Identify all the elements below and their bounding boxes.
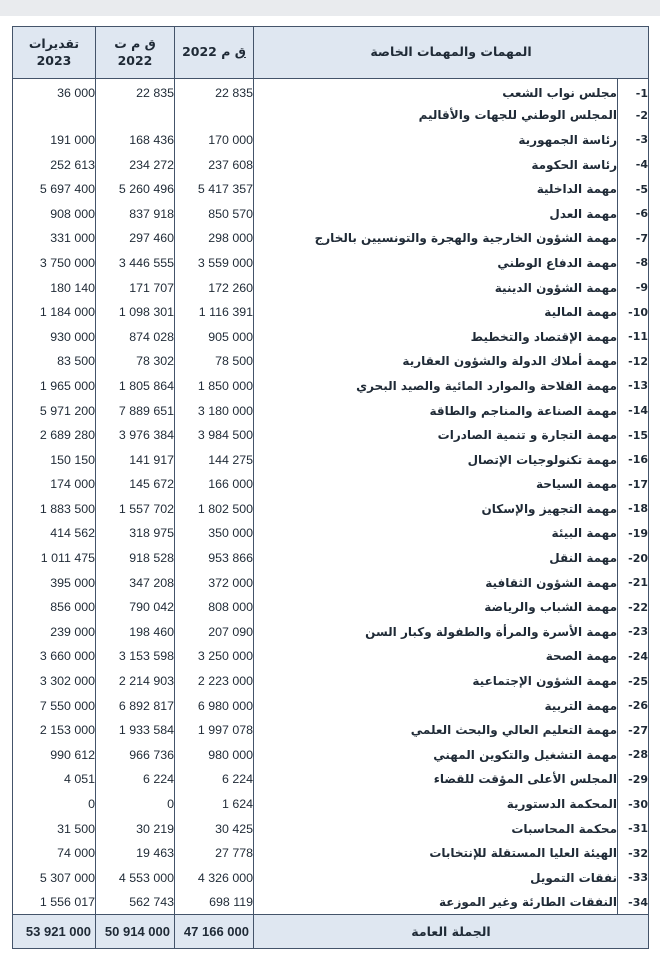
- cell-lfq-2022: 237 608: [175, 152, 254, 177]
- cell-estimates-2023: 395 000: [13, 570, 96, 595]
- table-body: [13, 79, 649, 915]
- cell-row-number: -3: [618, 128, 649, 153]
- cell-mission-name: مهمة الشؤون الثقافية: [254, 570, 618, 595]
- table-row: [13, 251, 649, 276]
- cell-mission-name: مهمة التجارة و تنمية الصادرات: [254, 423, 618, 448]
- cell-lfq-revised-2022: 171 707: [96, 275, 175, 300]
- table-row: [13, 669, 649, 694]
- table-row: [13, 447, 649, 472]
- cell-lfq-2022: 30 425: [175, 816, 254, 841]
- cell-row-number: -11: [618, 324, 649, 349]
- cell-lfq-revised-2022: 6 892 817: [96, 693, 175, 718]
- cell-lfq-revised-2022: 1 805 864: [96, 374, 175, 399]
- cell-mission-name: مهمة العدل: [254, 201, 618, 226]
- table-row: [13, 841, 649, 866]
- cell-estimates-2023: 83 500: [13, 349, 96, 374]
- cell-row-number: -27: [618, 718, 649, 743]
- cell-row-number: -21: [618, 570, 649, 595]
- cell-lfq-revised-2022: 0: [96, 792, 175, 817]
- cell-row-number: -25: [618, 669, 649, 694]
- cell-row-number: -8: [618, 251, 649, 276]
- cell-mission-name: رئاسة الحكومة: [254, 152, 618, 177]
- cell-lfq-revised-2022: 318 975: [96, 521, 175, 546]
- table-row: [13, 792, 649, 817]
- table-row: [13, 103, 649, 128]
- cell-row-number: -28: [618, 743, 649, 768]
- cell-estimates-2023: 239 000: [13, 620, 96, 645]
- cell-lfq-2022: 166 000: [175, 472, 254, 497]
- header-estimates-year: 2023: [36, 52, 72, 68]
- total-lfq-2022: 47 166 000: [175, 915, 254, 949]
- table-row: [13, 79, 649, 104]
- cell-lfq-revised-2022: 6 224: [96, 767, 175, 792]
- cell-lfq-2022: 298 000: [175, 226, 254, 251]
- cell-lfq-2022: 3 180 000: [175, 398, 254, 423]
- cell-lfq-2022: 1 850 000: [175, 374, 254, 399]
- table-row: [13, 201, 649, 226]
- cell-row-number: -15: [618, 423, 649, 448]
- cell-mission-name: مهمة الإقتصاد والتخطيط: [254, 324, 618, 349]
- cell-row-number: -5: [618, 177, 649, 202]
- header-lfq-2022-rest: م 2022: [182, 44, 235, 60]
- cell-estimates-2023: 1 184 000: [13, 300, 96, 325]
- cell-lfq-2022: 3 984 500: [175, 423, 254, 448]
- table-row: [13, 349, 649, 374]
- cell-lfq-2022: 1 802 500: [175, 497, 254, 522]
- table-row: [13, 128, 649, 153]
- cell-estimates-2023: 191 000: [13, 128, 96, 153]
- cell-lfq-2022: 698 119: [175, 890, 254, 915]
- cell-estimates-2023: 331 000: [13, 226, 96, 251]
- cell-mission-name: مهمة الصحة: [254, 644, 618, 669]
- cell-row-number: -29: [618, 767, 649, 792]
- cell-estimates-2023: 990 612: [13, 743, 96, 768]
- cell-mission-name: مهمة البيئة: [254, 521, 618, 546]
- cell-estimates-2023: 3 660 000: [13, 644, 96, 669]
- cell-estimates-2023: 3 302 000: [13, 669, 96, 694]
- cell-lfq-revised-2022: 966 736: [96, 743, 175, 768]
- cell-mission-name: مهمة التربية: [254, 693, 618, 718]
- header-lfq-2022-prefix: ق: [234, 44, 246, 60]
- cell-lfq-2022: 5 417 357: [175, 177, 254, 202]
- cell-lfq-2022: 6 980 000: [175, 693, 254, 718]
- cell-lfq-revised-2022: 168 436: [96, 128, 175, 153]
- cell-lfq-2022: 207 090: [175, 620, 254, 645]
- cell-lfq-revised-2022: [96, 103, 175, 128]
- cell-row-number: -4: [618, 152, 649, 177]
- cell-lfq-2022: 1 997 078: [175, 718, 254, 743]
- cell-estimates-2023: 36 000: [13, 79, 96, 104]
- cell-row-number: -32: [618, 841, 649, 866]
- cell-estimates-2023: 3 750 000: [13, 251, 96, 276]
- cell-row-number: -24: [618, 644, 649, 669]
- cell-mission-name: مجلس نواب الشعب: [254, 79, 618, 104]
- table-row: [13, 374, 649, 399]
- cell-estimates-2023: 930 000: [13, 324, 96, 349]
- table-row: [13, 620, 649, 645]
- cell-lfq-2022: 953 866: [175, 546, 254, 571]
- table-row: [13, 866, 649, 891]
- cell-row-number: -2: [618, 103, 649, 128]
- table-row: [13, 275, 649, 300]
- cell-lfq-2022: 1 624: [175, 792, 254, 817]
- cell-estimates-2023: 252 613: [13, 152, 96, 177]
- cell-mission-name: مهمة السياحة: [254, 472, 618, 497]
- total-row: [13, 915, 649, 949]
- total-lfq-revised-2022: 50 914 000: [96, 915, 175, 949]
- table-row: [13, 152, 649, 177]
- cell-lfq-revised-2022: 3 976 384: [96, 423, 175, 448]
- cell-row-number: -9: [618, 275, 649, 300]
- table-row: [13, 324, 649, 349]
- cell-row-number: -19: [618, 521, 649, 546]
- cell-estimates-2023: 908 000: [13, 201, 96, 226]
- cell-estimates-2023: 2 153 000: [13, 718, 96, 743]
- cell-lfq-2022: 2 223 000: [175, 669, 254, 694]
- cell-row-number: -1: [618, 79, 649, 104]
- total-estimates-2023: 53 921 000: [13, 915, 96, 949]
- table-row: [13, 816, 649, 841]
- cell-lfq-2022: 350 000: [175, 521, 254, 546]
- cell-lfq-revised-2022: 790 042: [96, 595, 175, 620]
- table-row: [13, 644, 649, 669]
- cell-lfq-2022: 905 000: [175, 324, 254, 349]
- cell-mission-name: مهمة الشؤون الخارجية والهجرة والتونسيين بالخارج: [254, 226, 618, 251]
- cell-lfq-2022: 144 275: [175, 447, 254, 472]
- cell-lfq-revised-2022: 22 835: [96, 79, 175, 104]
- cell-mission-name: مهمة الشباب والرياضة: [254, 595, 618, 620]
- cell-row-number: -23: [618, 620, 649, 645]
- cell-mission-name: المحكمة الدستورية: [254, 792, 618, 817]
- table-row: [13, 423, 649, 448]
- cell-mission-name: مهمة الصناعة والمناجم والطاقة: [254, 398, 618, 423]
- table-row: [13, 595, 649, 620]
- cell-row-number: -13: [618, 374, 649, 399]
- cell-mission-name: نفقات التمويل: [254, 866, 618, 891]
- cell-row-number: -10: [618, 300, 649, 325]
- table-row: [13, 546, 649, 571]
- cell-row-number: -22: [618, 595, 649, 620]
- cell-mission-name: مهمة تكنولوجيات الإتصال: [254, 447, 618, 472]
- total-label: الجملة العامة: [254, 915, 649, 949]
- cell-mission-name: مهمة التشغيل والتكوين المهني: [254, 743, 618, 768]
- cell-lfq-revised-2022: 1 557 702: [96, 497, 175, 522]
- table-row: [13, 718, 649, 743]
- cell-estimates-2023: 1 883 500: [13, 497, 96, 522]
- table-row: [13, 398, 649, 423]
- cell-lfq-revised-2022: 837 918: [96, 201, 175, 226]
- cell-lfq-2022: 170 000: [175, 128, 254, 153]
- cell-estimates-2023: 5 697 400: [13, 177, 96, 202]
- cell-row-number: -26: [618, 693, 649, 718]
- cell-mission-name: مهمة الشؤون الدينية: [254, 275, 618, 300]
- cell-mission-name: مهمة الداخلية: [254, 177, 618, 202]
- cell-lfq-revised-2022: 562 743: [96, 890, 175, 915]
- cell-mission-name: مهمة الدفاع الوطني: [254, 251, 618, 276]
- cell-mission-name: مهمة الشؤون الإجتماعية: [254, 669, 618, 694]
- cell-estimates-2023: 414 562: [13, 521, 96, 546]
- header-estimates-label: تقديرات: [28, 35, 80, 51]
- table-row: [13, 890, 649, 915]
- cell-lfq-2022: [175, 103, 254, 128]
- cell-estimates-2023: 74 000: [13, 841, 96, 866]
- cell-lfq-revised-2022: 7 889 651: [96, 398, 175, 423]
- cell-row-number: -17: [618, 472, 649, 497]
- cell-mission-name: المجلس الأعلى المؤقت للقضاء: [254, 767, 618, 792]
- cell-lfq-2022: 27 778: [175, 841, 254, 866]
- cell-lfq-revised-2022: 234 272: [96, 152, 175, 177]
- table-row: [13, 497, 649, 522]
- cell-lfq-revised-2022: 1 098 301: [96, 300, 175, 325]
- table-row: [13, 226, 649, 251]
- cell-estimates-2023: 5 307 000: [13, 866, 96, 891]
- header-lfq-revised-2022: [96, 27, 175, 79]
- header-lfq-revised-label: ق م ت: [114, 35, 156, 51]
- cell-lfq-revised-2022: 5 260 496: [96, 177, 175, 202]
- table-row: [13, 570, 649, 595]
- cell-mission-name: مهمة أملاك الدولة والشؤون العقارية: [254, 349, 618, 374]
- cell-row-number: -16: [618, 447, 649, 472]
- cell-mission-name: مهمة التعليم العالي والبحث العلمي: [254, 718, 618, 743]
- cell-row-number: -14: [618, 398, 649, 423]
- table-row: [13, 693, 649, 718]
- cell-lfq-revised-2022: 19 463: [96, 841, 175, 866]
- cell-estimates-2023: 150 150: [13, 447, 96, 472]
- cell-estimates-2023: 180 140: [13, 275, 96, 300]
- cell-mission-name: مهمة التجهيز والإسكان: [254, 497, 618, 522]
- cell-mission-name: مهمة النقل: [254, 546, 618, 571]
- cell-lfq-revised-2022: 918 528: [96, 546, 175, 571]
- cell-estimates-2023: 7 550 000: [13, 693, 96, 718]
- table-row: [13, 521, 649, 546]
- header-missions: المهمات والمهمات الخاصة: [254, 27, 649, 79]
- cell-estimates-2023: 174 000: [13, 472, 96, 497]
- cell-lfq-revised-2022: 1 933 584: [96, 718, 175, 743]
- cell-mission-name: مهمة الأسرة والمرأة والطفولة وكبار السن: [254, 620, 618, 645]
- cell-mission-name: مهمة الفلاحة والموارد المائية والصيد البحري: [254, 374, 618, 399]
- table-row: [13, 767, 649, 792]
- cell-row-number: -7: [618, 226, 649, 251]
- cell-estimates-2023: [13, 103, 96, 128]
- cell-row-number: -34: [618, 890, 649, 915]
- cell-lfq-2022: 808 000: [175, 595, 254, 620]
- cell-lfq-2022: 3 250 000: [175, 644, 254, 669]
- header-row: [13, 27, 649, 79]
- cell-lfq-revised-2022: 78 302: [96, 349, 175, 374]
- cell-mission-name: النفقات الطارئة وغير الموزعة: [254, 890, 618, 915]
- cell-mission-name: رئاسة الجمهورية: [254, 128, 618, 153]
- cell-lfq-2022: 78 500: [175, 349, 254, 374]
- cell-lfq-2022: 372 000: [175, 570, 254, 595]
- header-estimates-2023: [13, 27, 96, 79]
- cell-lfq-revised-2022: 297 460: [96, 226, 175, 251]
- cell-lfq-revised-2022: 874 028: [96, 324, 175, 349]
- cell-estimates-2023: 1 556 017: [13, 890, 96, 915]
- cell-lfq-2022: 6 224: [175, 767, 254, 792]
- cell-row-number: -31: [618, 816, 649, 841]
- cell-estimates-2023: 4 051: [13, 767, 96, 792]
- cell-lfq-revised-2022: 4 553 000: [96, 866, 175, 891]
- cell-lfq-revised-2022: 30 219: [96, 816, 175, 841]
- cell-row-number: -30: [618, 792, 649, 817]
- cell-estimates-2023: 2 689 280: [13, 423, 96, 448]
- cell-lfq-2022: 22 835: [175, 79, 254, 104]
- cell-lfq-2022: 1 116 391: [175, 300, 254, 325]
- cell-estimates-2023: 1 011 475: [13, 546, 96, 571]
- table-row: [13, 743, 649, 768]
- cell-mission-name: مهمة المالية: [254, 300, 618, 325]
- cell-lfq-revised-2022: 347 208: [96, 570, 175, 595]
- cell-estimates-2023: 0: [13, 792, 96, 817]
- table-row: [13, 300, 649, 325]
- cell-lfq-revised-2022: 145 672: [96, 472, 175, 497]
- cell-lfq-2022: 850 570: [175, 201, 254, 226]
- cell-lfq-revised-2022: 2 214 903: [96, 669, 175, 694]
- cell-estimates-2023: 5 971 200: [13, 398, 96, 423]
- cell-lfq-revised-2022: 198 460: [96, 620, 175, 645]
- cell-lfq-2022: 980 000: [175, 743, 254, 768]
- cell-lfq-revised-2022: 141 917: [96, 447, 175, 472]
- cell-row-number: -12: [618, 349, 649, 374]
- header-lfq-revised-year: 2022: [117, 52, 153, 68]
- top-strip: [0, 0, 660, 16]
- cell-estimates-2023: 1 965 000: [13, 374, 96, 399]
- cell-lfq-2022: 172 260: [175, 275, 254, 300]
- header-lfq-2022: [175, 27, 254, 79]
- cell-estimates-2023: 856 000: [13, 595, 96, 620]
- cell-mission-name: محكمة المحاسبات: [254, 816, 618, 841]
- cell-row-number: -18: [618, 497, 649, 522]
- table-row: [13, 472, 649, 497]
- cell-lfq-2022: 4 326 000: [175, 866, 254, 891]
- cell-lfq-revised-2022: 3 446 555: [96, 251, 175, 276]
- cell-mission-name: المجلس الوطني للجهات والأقاليم: [254, 103, 618, 128]
- cell-lfq-revised-2022: 3 153 598: [96, 644, 175, 669]
- cell-row-number: -33: [618, 866, 649, 891]
- cell-estimates-2023: 31 500: [13, 816, 96, 841]
- table-row: [13, 177, 649, 202]
- cell-row-number: -20: [618, 546, 649, 571]
- cell-row-number: -6: [618, 201, 649, 226]
- cell-mission-name: الهيئة العليا المستقلة للإنتخابات: [254, 841, 618, 866]
- cell-lfq-2022: 3 559 000: [175, 251, 254, 276]
- budget-table: [12, 26, 649, 949]
